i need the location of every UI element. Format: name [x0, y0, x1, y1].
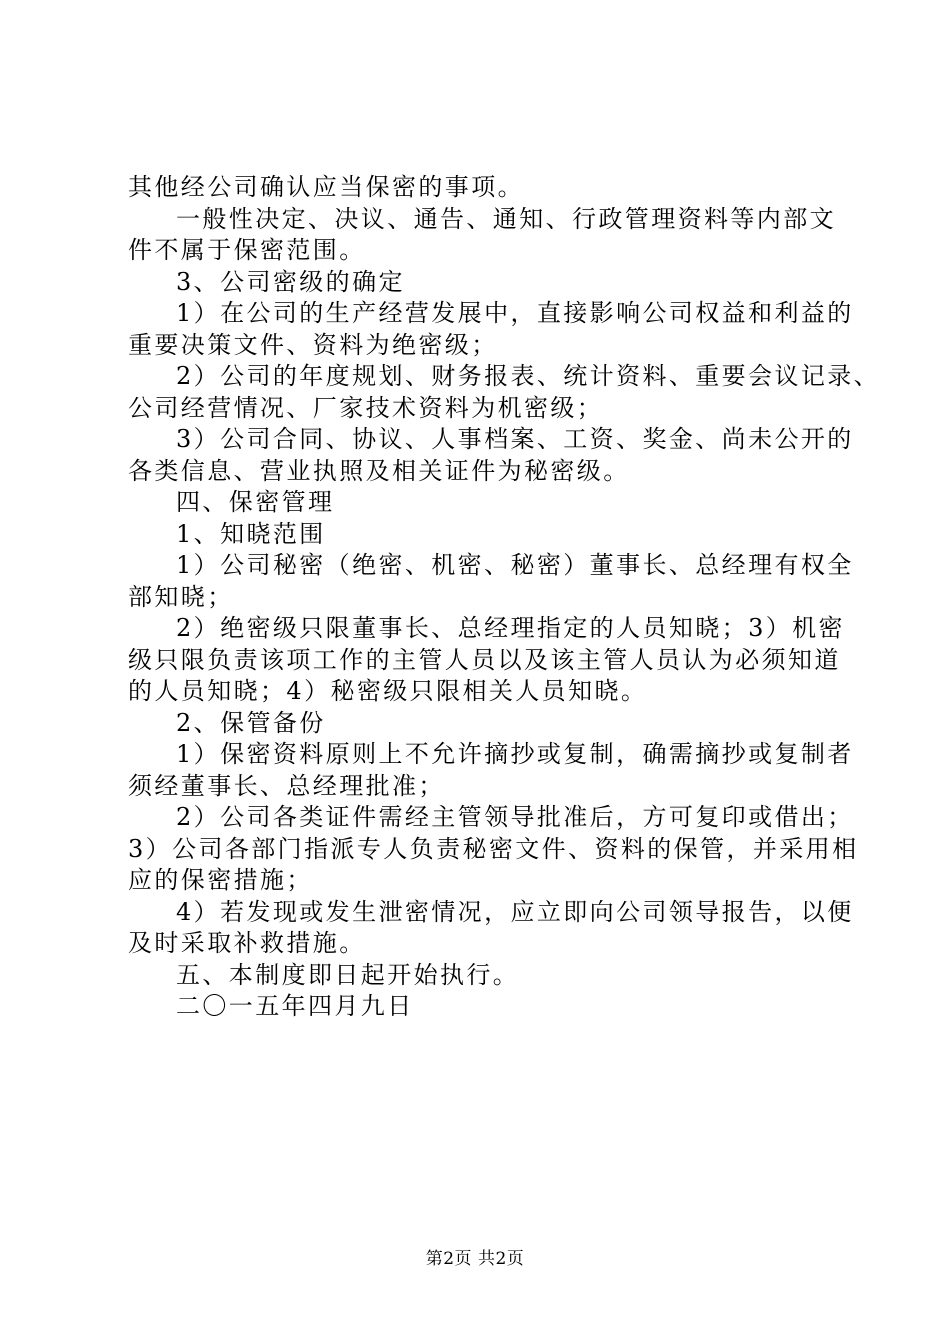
- text-line: 3）公司合同、协议、人事档案、工资、奖金、尚未公开的: [176, 425, 854, 453]
- text-line: 1）公司秘密（绝密、机密、秘密）董事长、总经理有权全: [176, 551, 854, 579]
- text-line: 各类信息、营业执照及相关证件为秘密级。: [128, 456, 630, 485]
- text-line: 3）公司各部门指派专人负责秘密文件、资料的保管，并采用相: [128, 834, 859, 863]
- text-line: 2、保管备份: [176, 708, 326, 737]
- text-line: 2）公司的年度规划、财务报表、统计资料、重要会议记录、: [176, 362, 881, 390]
- text-line: 1）保密资料原则上不允许摘抄或复制，确需摘抄或复制者: [176, 740, 854, 768]
- text-line: 2）公司各类证件需经主管领导批准后，方可复印或借出；: [176, 803, 854, 831]
- text-line: 2）绝密级只限董事长、总经理指定的人员知晓；3）机密: [176, 614, 845, 642]
- text-line: 件不属于保密范围。: [128, 236, 366, 264]
- text-line: 4）若发现或发生泄密情况，应立即向公司领导报告，以便: [176, 897, 854, 926]
- page-number-footer: 第2页 共2页: [425, 1249, 525, 1269]
- text-line: 级只限负责该项工作的主管人员以及该主管人员认为必须知道: [128, 645, 841, 674]
- text-line: 应的保密措施；: [128, 866, 313, 894]
- text-line: 一般性决定、决议、通告、通知、行政管理资料等内部文: [176, 204, 836, 233]
- text-line: 其他经公司确认应当保密的事项。: [128, 173, 524, 201]
- text-line: 须经董事长、总经理批准；: [128, 771, 445, 800]
- text-line: 1）在公司的生产经营发展中，直接影响公司权益和利益的: [176, 299, 854, 327]
- text-line: 重要决策文件、资料为绝密级；: [128, 330, 498, 359]
- text-line: 四、保密管理: [176, 488, 335, 516]
- document-body: [128, 172, 881, 1023]
- text-line: 五、本制度即日起开始执行。: [176, 960, 520, 989]
- text-line: 1、知晓范围: [176, 519, 326, 548]
- text-line: 二〇一五年四月九日: [176, 992, 414, 1020]
- text-line: 及时采取补救措施。: [128, 929, 366, 957]
- text-line: 3、公司密级的确定: [176, 267, 405, 296]
- text-line: 公司经营情况、厂家技术资料为机密级；: [128, 393, 604, 422]
- text-line: 的人员知晓；4）秘密级只限相关人员知晓。: [128, 677, 648, 705]
- text-line: 部知晓；: [128, 582, 234, 611]
